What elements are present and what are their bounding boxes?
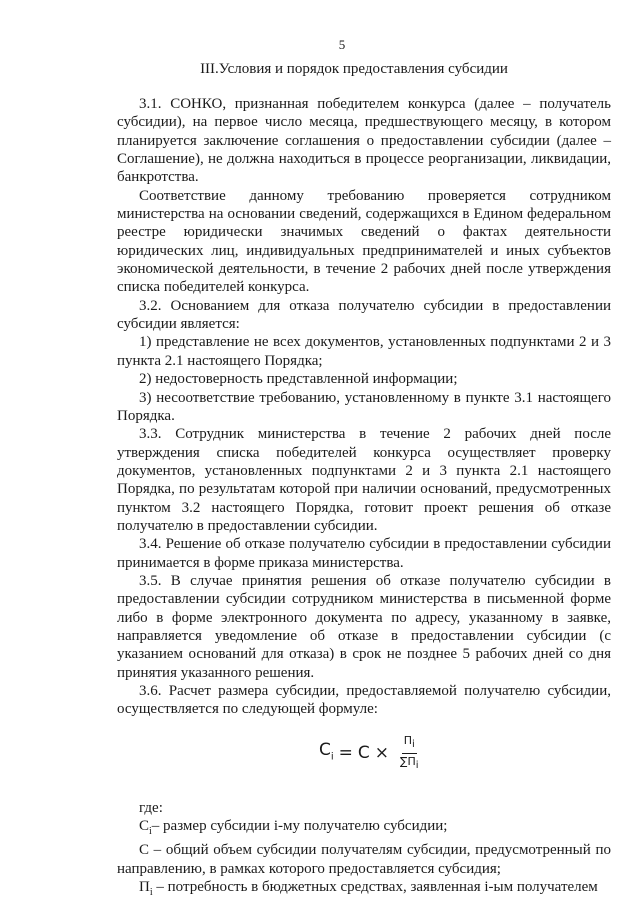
paragraph-3-4: 3.4. Решение об отказе получателю субсидии в предоставлении субсидии принимается в форме приказа министерства. [117, 536, 611, 571]
formula-equals: = [338, 743, 353, 764]
where-label: где: [139, 799, 163, 816]
subsidy-formula [117, 719, 611, 799]
page-number: 5 [338, 37, 346, 52]
definition-p-i: $П_i$ – потребность в бюджетных средствах, заявленная i-ым получателем [139, 879, 598, 899]
list-item-1: 1) представление не всех документов, установленных подпунктами 2 и 3 пункта 2.1 настоящего Порядка; [117, 334, 611, 369]
formula-times: × [374, 743, 390, 764]
formula-lhs: $С_i$ [319, 739, 334, 762]
definition-c-i: $С_i-$ размер субсидии i-му получателю субсидии; [139, 818, 448, 838]
formula-c: С [357, 743, 370, 764]
paragraph-3-3: 3.3. Сотрудник министерства в течение 2 рабочих дней после утверждения списка победителей конкурса осуществляет проверку документов, установленных подпунктами 2 и 3 пункта 2.1 настоящего Порядка, по результатам которой при наличии оснований, предусмотренных пунктом 3.2 настоящего Порядка, готовит проект решения об отказе получателю в предоставлении субсидии. [117, 426, 611, 534]
list-item-2: 2) недостоверность представленной информации; [139, 371, 458, 388]
paragraph-3-6: 3.6. Расчет размера субсидии, предоставляемой получателю субсидии, осуществляется по следующей формуле: [117, 683, 611, 718]
paragraph-3-2: 3.2. Основанием для отказа получателю субсидии в предоставлении субсидии является: [117, 297, 611, 333]
paragraph-3-5: 3.5. В случае принятия решения об отказе получателю субсидии в предоставлении субсидии сотрудником министерства в письменной форме либо в форме электронного документа по адресу, указанному в заявке, направляется уведомление об отказе в предоставлении субсидии (с указанием оснований для отказа) в срок не позднее 5 рабочих дней со дня принятия указанного решения. [117, 572, 611, 681]
document-body [117, 95, 611, 902]
formula-denominator: $\sum П_i$ [400, 754, 419, 772]
list-item-3: 3) несоответствие требованию, установленному в пункте 3.1 настоящего Порядка. [117, 389, 611, 424]
formula-numerator: $П_i$ [402, 733, 417, 754]
paragraph-3-1: 3.1. СОНКО, признанная победителем конкурса (далее – получатель субсидии), на первое число месяца, предшествующего месяцу, в котором планируется заключение соглашения о предоставлении субсидии (далее – Соглашение), не должна находиться в процессе реорганизации, ликвидации, банкротства. [117, 96, 611, 186]
paragraph-verification: Соответствие данному требованию проверяется сотрудником министерства на основании сведений, содержащихся в Едином федеральном реестре юридически значимых сведений о фактах деятельности юридических лиц, индивидуальных предпринимателей и иных субъектов экономической деятельности, в течение 2 рабочих дней после утверждения списка победителей конкурса. [117, 187, 611, 296]
definition-c: С – общий объем субсидии получателям субсидии, предусмотренный по направлению, в рамках которого предоставляется субсидия; [117, 842, 611, 877]
formula-fraction [400, 733, 418, 774]
section-title: III.Условия и порядок предоставления субсидии [200, 61, 508, 77]
